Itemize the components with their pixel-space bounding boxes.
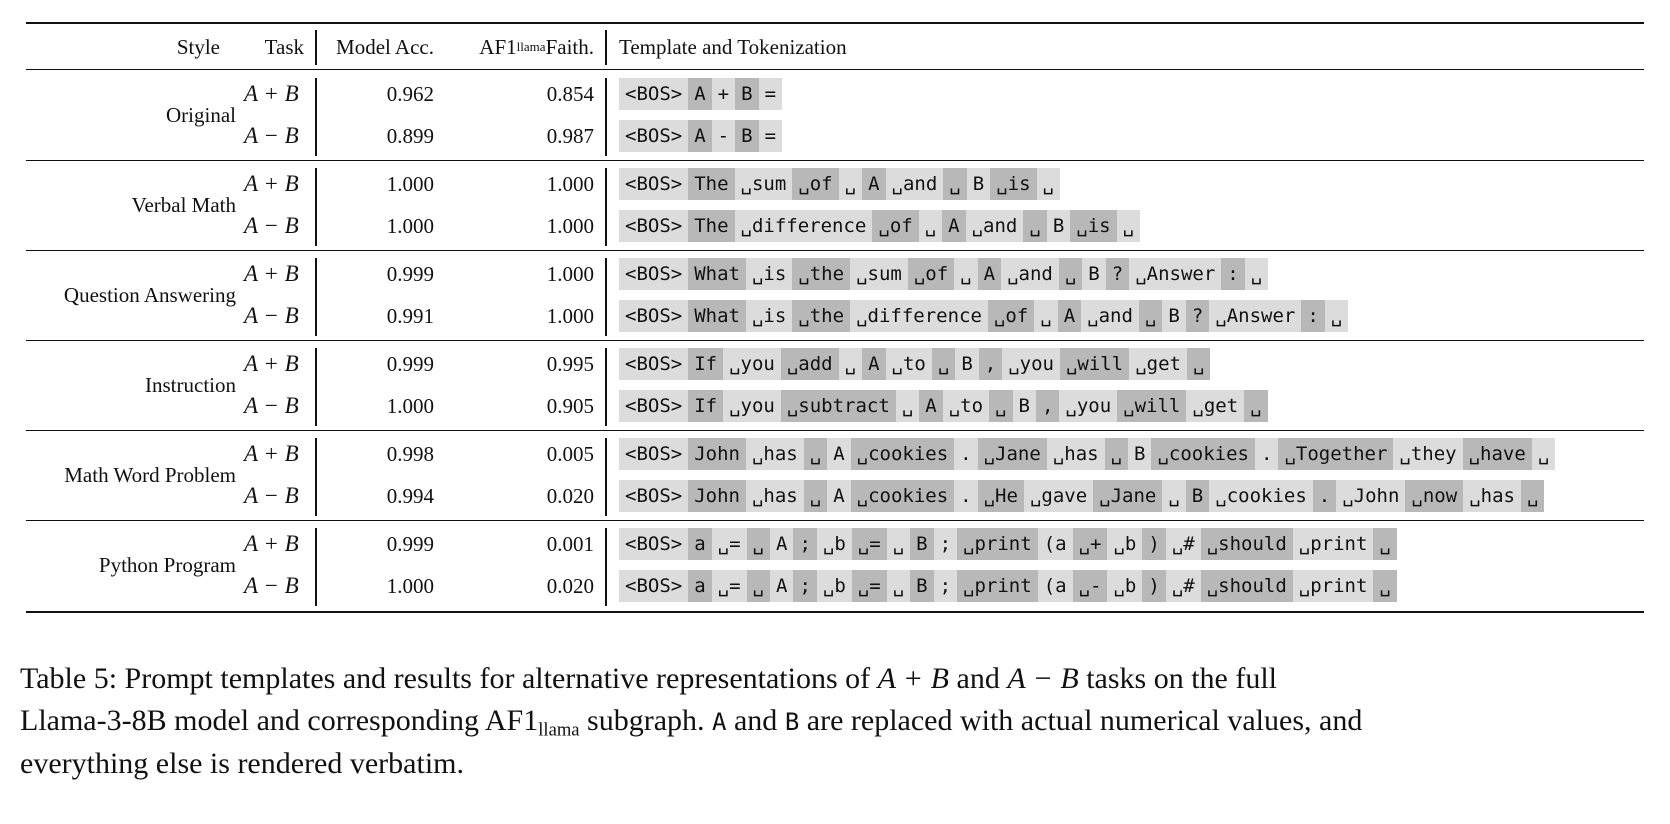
token: ␣cookies: [851, 438, 955, 470]
table-row: [26, 433, 1644, 475]
token: ␣they: [1393, 438, 1462, 470]
token: ␣of: [792, 168, 838, 200]
task-cell: A − B: [244, 213, 299, 238]
caption-code-a: A: [712, 708, 727, 736]
token: ␣will: [1060, 348, 1129, 380]
token: ␣: [896, 390, 919, 422]
table-row: [26, 73, 1644, 115]
token: ;: [793, 528, 816, 560]
token: ␣: [1059, 258, 1082, 290]
bos-token: <BOS>: [619, 300, 688, 332]
token: ␣: [1139, 300, 1162, 332]
token: ␣you: [1002, 348, 1060, 380]
token: B: [967, 168, 990, 200]
token: ␣b: [1107, 570, 1142, 602]
token: A: [827, 438, 850, 470]
table-group: [26, 520, 1644, 610]
caption-text-6: and: [726, 704, 785, 737]
token-sequence: [619, 528, 1397, 560]
token: ␣: [839, 168, 862, 200]
token: (a: [1038, 528, 1073, 560]
token-sequence: [619, 390, 1268, 422]
token: ␣: [1023, 210, 1046, 242]
table-row: [26, 523, 1644, 565]
token: A: [978, 258, 1001, 290]
task-cell: A − B: [244, 393, 299, 418]
token: If: [688, 390, 723, 422]
faithfulness-cell: 1.000: [546, 214, 594, 238]
header-model-acc: Model Acc.: [336, 34, 434, 59]
token: .: [954, 438, 977, 470]
token: ␣and: [886, 168, 944, 200]
token: ␣b: [817, 570, 852, 602]
token: ␣: [1117, 210, 1140, 242]
token: .: [954, 480, 977, 512]
token: ␣and: [1001, 258, 1059, 290]
token: ␣difference: [735, 210, 873, 242]
token: A: [942, 210, 965, 242]
caption-math-plus: A + B: [877, 662, 949, 695]
bottom-rule: [26, 611, 1644, 613]
token: ␣should: [1201, 528, 1293, 560]
token: ␣: [1244, 390, 1267, 422]
caption-math-minus: A − B: [1007, 662, 1079, 695]
token: B: [910, 528, 933, 560]
token: ␣Jane: [1093, 480, 1162, 512]
token: ␣of: [988, 300, 1034, 332]
token: ␣Answer: [1129, 258, 1221, 290]
table-group: [26, 340, 1644, 430]
token: :: [1221, 258, 1244, 290]
token: ␣now: [1405, 480, 1463, 512]
token: ␣the: [792, 258, 850, 290]
header-af1-faith: AF1 llama Faith.: [479, 34, 594, 59]
model-acc-cell: 1.000: [386, 214, 434, 238]
token: ␣: [943, 168, 966, 200]
model-acc-cell: 0.899: [386, 124, 434, 148]
token: ␣: [1325, 300, 1348, 332]
token: ␣: [747, 570, 770, 602]
token: ␣: [1373, 570, 1396, 602]
faithfulness-cell: 1.000: [546, 262, 594, 286]
token: ␣print: [957, 528, 1038, 560]
task-cell: A + B: [244, 441, 299, 466]
table-row: [26, 565, 1644, 607]
token-sequence: [619, 570, 1397, 602]
faithfulness-cell: 0.995: [546, 352, 594, 376]
token: =: [759, 78, 782, 110]
table-row: [26, 295, 1644, 337]
token: ␣to: [943, 390, 989, 422]
token: B: [1082, 258, 1105, 290]
token: ␣: [989, 390, 1012, 422]
token: ␣: [1034, 300, 1057, 332]
bos-token: <BOS>: [619, 168, 688, 200]
token: +: [712, 78, 735, 110]
header-divider-faith: [605, 30, 607, 65]
task-cell: A − B: [244, 483, 299, 508]
table-caption: [20, 658, 1656, 785]
style-label: Instruction: [145, 373, 236, 397]
token: ␣=: [852, 528, 887, 560]
token: ␣: [747, 528, 770, 560]
header-af1-base: AF1: [479, 34, 517, 59]
caption-label: Table 5:: [20, 662, 118, 695]
token: B: [1186, 480, 1209, 512]
token: A: [1058, 300, 1081, 332]
model-acc-cell: 1.000: [386, 172, 434, 196]
token: What: [688, 300, 746, 332]
task-cell: A + B: [244, 171, 299, 196]
caption-text-7: are replaced with actual numerical values, and: [799, 704, 1363, 737]
token: ␣: [1187, 348, 1210, 380]
faithfulness-cell: 0.987: [546, 124, 594, 148]
token: ␣is: [746, 258, 792, 290]
token: ␣subtract: [781, 390, 896, 422]
task-cell: A − B: [244, 303, 299, 328]
faithfulness-cell: 0.001: [546, 532, 594, 556]
token: ␣: [1521, 480, 1544, 512]
model-acc-cell: 1.000: [386, 574, 434, 598]
table-group: [26, 70, 1644, 160]
token: ): [1142, 570, 1165, 602]
token: ␣you: [1059, 390, 1117, 422]
token: a: [688, 570, 711, 602]
token: ␣cookies: [1151, 438, 1255, 470]
token: ␣sum: [735, 168, 793, 200]
token: A: [770, 528, 793, 560]
token: ␣: [1373, 528, 1396, 560]
token: ␣cookies: [1209, 480, 1313, 512]
token: ␣-: [1073, 570, 1108, 602]
token-sequence: [619, 300, 1348, 332]
table-row: [26, 475, 1644, 517]
token: What: [688, 258, 746, 290]
token: ␣: [1105, 438, 1128, 470]
header-template: Template and Tokenization: [619, 34, 847, 59]
header-af1-rest: Faith.: [545, 34, 594, 59]
token: ␣: [1162, 480, 1185, 512]
token: .: [1313, 480, 1336, 512]
token: ␣: [804, 438, 827, 470]
token-sequence: [619, 348, 1210, 380]
token: ␣: [1037, 168, 1060, 200]
token: ␣Answer: [1209, 300, 1301, 332]
token: ;: [934, 570, 957, 602]
caption-text-5: subgraph.: [579, 704, 713, 737]
token: ␣John: [1336, 480, 1405, 512]
token-sequence: [619, 438, 1555, 470]
bos-token: <BOS>: [619, 348, 688, 380]
task-cell: A + B: [244, 351, 299, 376]
style-label: Original: [166, 103, 236, 127]
token: ␣gave: [1024, 480, 1093, 512]
token: ␣will: [1117, 390, 1186, 422]
style-label: Verbal Math: [131, 193, 236, 217]
task-cell: A + B: [244, 81, 299, 106]
token: ␣should: [1201, 570, 1293, 602]
table-group: [26, 160, 1644, 250]
bos-token: <BOS>: [619, 480, 688, 512]
token: ␣of: [872, 210, 918, 242]
token: ␣and: [966, 210, 1024, 242]
token: ␣b: [1107, 528, 1142, 560]
token: ;: [934, 528, 957, 560]
token: B: [910, 570, 933, 602]
token: ␣: [1245, 258, 1268, 290]
token: ␣b: [817, 528, 852, 560]
caption-subscript: llama: [538, 719, 580, 741]
token: John: [688, 480, 746, 512]
token: ?: [1106, 258, 1129, 290]
token: ,: [979, 348, 1002, 380]
model-acc-cell: 0.991: [386, 304, 434, 328]
model-acc-cell: 0.999: [386, 532, 434, 556]
style-label: Python Program: [98, 553, 236, 577]
bos-token: <BOS>: [619, 438, 688, 470]
token-sequence: [619, 78, 782, 110]
token: ␣is: [746, 300, 792, 332]
faithfulness-cell: 0.020: [546, 484, 594, 508]
token: ␣: [804, 480, 827, 512]
token: ␣get: [1129, 348, 1187, 380]
token: ␣print: [1293, 528, 1374, 560]
header-style: Style: [176, 34, 220, 59]
token: B: [955, 348, 978, 380]
token: A: [827, 480, 850, 512]
token: ␣has: [746, 438, 804, 470]
token: The: [688, 210, 734, 242]
token: ␣has: [746, 480, 804, 512]
task-cell: A − B: [244, 573, 299, 598]
faithfulness-cell: 0.020: [546, 574, 594, 598]
token: ␣#: [1166, 570, 1201, 602]
token: ␣: [887, 528, 910, 560]
token: A: [919, 390, 942, 422]
token-sequence: [619, 210, 1140, 242]
header-task: Task: [264, 34, 304, 59]
token: ␣difference: [850, 300, 988, 332]
token: B: [735, 78, 758, 110]
token: ␣print: [1293, 570, 1374, 602]
model-acc-cell: 0.998: [386, 442, 434, 466]
token: B: [735, 120, 758, 152]
task-cell: A + B: [244, 531, 299, 556]
token: ␣has: [1463, 480, 1521, 512]
table-group: [26, 250, 1644, 340]
token: (a: [1038, 570, 1073, 602]
table-row: [26, 205, 1644, 247]
token: B: [1128, 438, 1151, 470]
token-sequence: [619, 480, 1544, 512]
style-label: Question Answering: [63, 283, 236, 307]
caption-text-3: tasks on the full: [1078, 662, 1277, 695]
bos-token: <BOS>: [619, 120, 688, 152]
model-acc-cell: 1.000: [386, 394, 434, 418]
token: ␣+: [1073, 528, 1108, 560]
caption-code-b: B: [784, 708, 800, 736]
bos-token: <BOS>: [619, 528, 688, 560]
token: ?: [1186, 300, 1209, 332]
bos-token: <BOS>: [619, 78, 688, 110]
table-row: [26, 385, 1644, 427]
faithfulness-cell: 1.000: [546, 304, 594, 328]
token: A: [862, 168, 885, 200]
token: B: [1047, 210, 1070, 242]
table-row: [26, 115, 1644, 157]
token: ␣Together: [1278, 438, 1393, 470]
style-label: Math Word Problem: [64, 463, 236, 487]
token: ␣you: [723, 390, 781, 422]
token: A: [770, 570, 793, 602]
token: ␣print: [957, 570, 1038, 602]
caption-text-2: and: [949, 662, 1008, 695]
token: ␣Jane: [978, 438, 1047, 470]
faithfulness-cell: 0.905: [546, 394, 594, 418]
token: ␣the: [792, 300, 850, 332]
token: A: [688, 78, 711, 110]
table-row: [26, 163, 1644, 205]
token: ␣add: [781, 348, 839, 380]
token: a: [688, 528, 711, 560]
token: ␣=: [712, 528, 747, 560]
token: :: [1301, 300, 1324, 332]
token: B: [1162, 300, 1185, 332]
token: ␣: [1532, 438, 1555, 470]
token: ␣cookies: [851, 480, 955, 512]
bos-token: <BOS>: [619, 210, 688, 242]
token: ␣and: [1081, 300, 1139, 332]
token: ␣: [932, 348, 955, 380]
token: ␣sum: [850, 258, 908, 290]
token: The: [688, 168, 734, 200]
token: ␣you: [723, 348, 781, 380]
token: ␣has: [1047, 438, 1105, 470]
token: If: [688, 348, 723, 380]
token: =: [759, 120, 782, 152]
token: ␣is: [1070, 210, 1116, 242]
task-cell: A − B: [244, 123, 299, 148]
token: ␣get: [1186, 390, 1244, 422]
token-sequence: [619, 120, 782, 152]
token: ␣=: [712, 570, 747, 602]
token: ␣: [919, 210, 942, 242]
caption-text-4: Llama-3-8B model and corresponding AF1: [20, 704, 539, 737]
token: ␣: [887, 570, 910, 602]
model-acc-cell: 0.962: [386, 82, 434, 106]
table-row: [26, 253, 1644, 295]
table-group: [26, 430, 1644, 520]
token: A: [688, 120, 711, 152]
token: A: [862, 348, 885, 380]
token: ␣He: [978, 480, 1024, 512]
header-divider-task: [315, 30, 317, 65]
token: ␣: [839, 348, 862, 380]
task-cell: A + B: [244, 261, 299, 286]
table-row: [26, 343, 1644, 385]
token: ␣have: [1463, 438, 1532, 470]
token: John: [688, 438, 746, 470]
token-sequence: [619, 168, 1060, 200]
faithfulness-cell: 0.854: [546, 82, 594, 106]
faithfulness-cell: 0.005: [546, 442, 594, 466]
token: .: [1255, 438, 1278, 470]
caption-text-1: Prompt templates and results for alternative representations of: [117, 662, 878, 695]
token: ␣=: [852, 570, 887, 602]
token: ␣is: [990, 168, 1036, 200]
token-sequence: [619, 258, 1268, 290]
token: ␣of: [908, 258, 954, 290]
token: ;: [793, 570, 816, 602]
token: B: [1013, 390, 1036, 422]
token: ): [1142, 528, 1165, 560]
model-acc-cell: 0.994: [386, 484, 434, 508]
caption-text-8: everything else is rendered verbatim.: [20, 747, 464, 780]
bos-token: <BOS>: [619, 570, 688, 602]
model-acc-cell: 0.999: [386, 262, 434, 286]
model-acc-cell: 0.999: [386, 352, 434, 376]
bos-token: <BOS>: [619, 258, 688, 290]
token: -: [712, 120, 735, 152]
token: ␣: [954, 258, 977, 290]
token: ␣to: [886, 348, 932, 380]
token: ,: [1036, 390, 1059, 422]
bos-token: <BOS>: [619, 390, 688, 422]
faithfulness-cell: 1.000: [546, 172, 594, 196]
token: ␣#: [1166, 528, 1201, 560]
